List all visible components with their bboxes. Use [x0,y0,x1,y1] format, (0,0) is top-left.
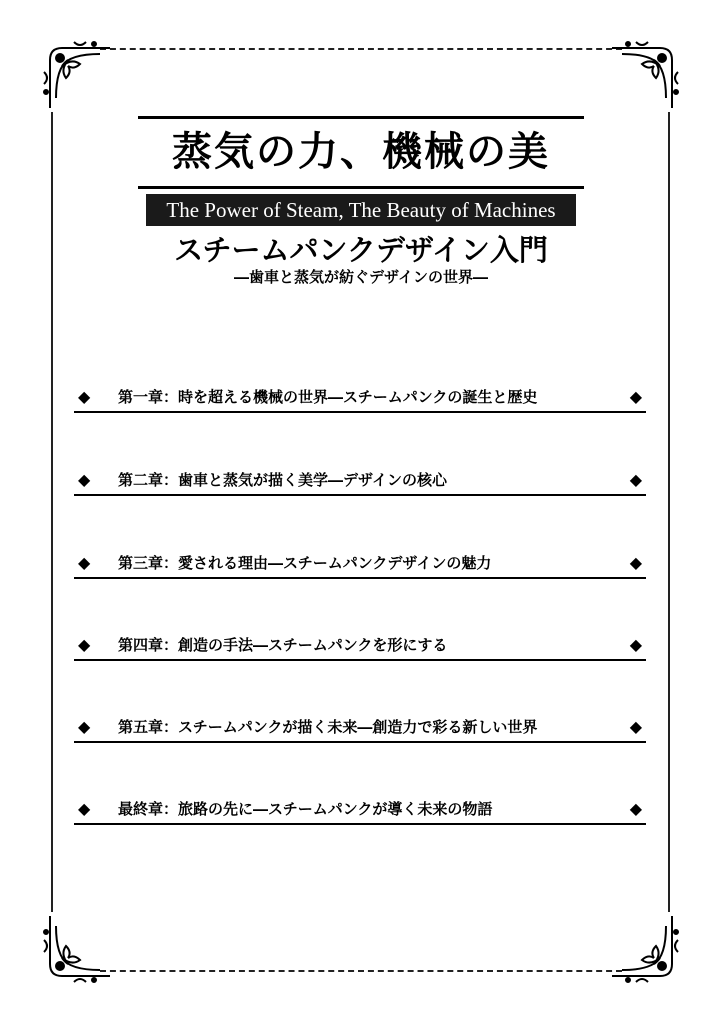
chapter-label: 第三章：愛される理由―スチームパンクデザインの魅力 [118,554,492,572]
diamond-bullet-icon: ◆ [629,387,642,406]
diamond-bullet-icon: ◆ [78,553,91,572]
chapter-divider [74,494,646,496]
chapter-row-3 [74,550,646,580]
ornament-corner-top-left [40,38,114,112]
ornament-corner-bottom-left [40,912,114,986]
diamond-bullet-icon: ◆ [78,635,91,654]
chapter-row-4 [74,632,646,662]
chapter-row-2 [74,467,646,497]
tagline: ―歯車と蒸気が紡ぐデザインの世界― [234,268,488,286]
title-rule-bottom [138,186,584,189]
diamond-bullet-icon: ◆ [78,470,91,489]
chapter-label: 第四章：創造の手法―スチームパンクを形にする [118,636,448,654]
frame-top-line [100,48,622,50]
main-title: 蒸気の力、機械の美 [172,128,550,175]
diamond-bullet-icon: ◆ [78,387,91,406]
diamond-bullet-icon: ◆ [78,717,91,736]
frame-bottom-line [100,970,622,972]
diamond-bullet-icon: ◆ [78,799,91,818]
chapter-label: 第五章：スチームパンクが描く未来―創造力で彩る新しい世界 [118,718,538,736]
chapter-divider [74,823,646,825]
chapter-label: 最終章：旅路の先に―スチームパンクが導く未来の物語 [118,800,493,818]
ornament-corner-top-right [608,38,682,112]
chapter-row-5 [74,714,646,744]
chapter-divider [74,659,646,661]
diamond-bullet-icon: ◆ [629,717,642,736]
diamond-bullet-icon: ◆ [629,553,642,572]
diamond-bullet-icon: ◆ [629,635,642,654]
chapter-label: 第二章：歯車と蒸気が描く美学―デザインの核心 [118,471,447,489]
chapter-divider [74,411,646,413]
chapter-row-1 [74,384,646,414]
frame-right-line [668,112,670,912]
ornament-corner-bottom-right [608,912,682,986]
title-rule-top [138,116,584,119]
frame-left-line [51,112,53,912]
diamond-bullet-icon: ◆ [629,470,642,489]
subtitle: スチームパンクデザイン入門 [174,233,548,267]
chapter-divider [74,577,646,579]
diamond-bullet-icon: ◆ [629,799,642,818]
chapter-row-6 [74,796,646,826]
english-title-banner: The Power of Steam, The Beauty of Machines [146,194,576,226]
chapter-label: 第一章：時を超える機械の世界―スチームパンクの誕生と歴史 [118,388,538,406]
chapter-divider [74,741,646,743]
